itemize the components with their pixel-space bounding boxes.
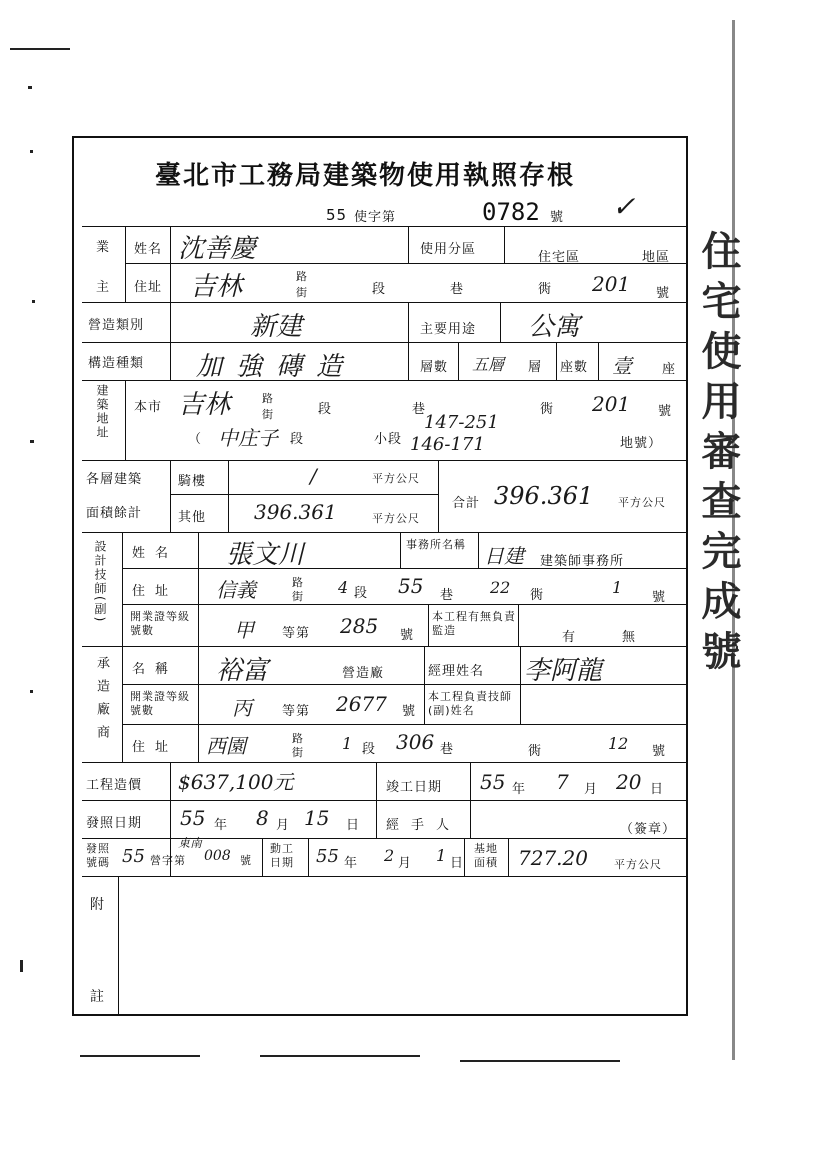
building-count-value: 壹 xyxy=(612,354,632,378)
issue-date-label: 發照日期 xyxy=(86,816,143,831)
scan-noise xyxy=(10,48,70,50)
site-city: 本市 xyxy=(134,400,163,415)
scan-noise xyxy=(20,960,23,972)
contractor-license-label: 開業證等級號數 xyxy=(130,690,190,717)
owner-addr-label: 住址 xyxy=(134,280,163,295)
check-mark: ✓ xyxy=(612,190,636,223)
designer-license-no: 285 xyxy=(340,614,379,638)
permit-number: 0782 xyxy=(482,198,540,226)
designer-license-grade: 甲 xyxy=(234,618,254,642)
designer-name-value: 張文川 xyxy=(226,540,305,570)
contractor-name-value: 裕富 xyxy=(216,656,269,686)
area-label-2: 面積餘計 xyxy=(86,506,143,521)
lot-number-2: 146-171 xyxy=(410,434,485,455)
other-area-label: 其他 xyxy=(178,510,207,525)
construction-type-label: 營造類別 xyxy=(88,318,145,333)
contractor-license-grade: 丙 xyxy=(232,696,252,720)
tech-label: 本工程負責技師(副)姓名 xyxy=(428,690,512,717)
permit-word: 使字第 xyxy=(354,210,397,225)
side-stamp: 住宅使用審查完成號 xyxy=(695,230,742,680)
designer-license-label: 開業證等級號數 xyxy=(130,610,190,637)
scan-noise xyxy=(30,690,33,693)
total-area-label: 合計 xyxy=(452,496,481,511)
scan-noise xyxy=(28,86,32,89)
total-area-value: 396.361 xyxy=(494,482,594,510)
designer-name-label: 姓名 xyxy=(132,546,179,561)
permit-no-label: 發照號碼 xyxy=(86,842,110,869)
building-count-label: 座數 xyxy=(560,360,589,375)
permit-form xyxy=(72,136,688,1016)
site-no: 201 xyxy=(592,392,631,416)
owner-label-b: 主 xyxy=(96,280,111,295)
sign-label: （簽章） xyxy=(620,822,677,837)
main-use-label: 主要用途 xyxy=(420,322,477,337)
handler-label: 經手人 xyxy=(386,818,462,833)
permit-prefix: 55 xyxy=(326,206,348,224)
zone-suffix: 地區 xyxy=(642,250,671,265)
cost-value: $637,100元 xyxy=(178,770,294,794)
scan-noise xyxy=(32,300,35,303)
structure-value: 加強磚造 xyxy=(196,352,357,382)
designer-addr-label: 住址 xyxy=(132,584,179,599)
land-section: 中庄子 xyxy=(218,426,278,450)
scan-noise xyxy=(30,150,33,153)
supervisor-label: 本工程有無負責監造 xyxy=(432,610,516,637)
owner-name-label: 姓名 xyxy=(134,242,163,257)
office-label: 事務所名稱 xyxy=(406,538,466,551)
start-date-label: 動工日期 xyxy=(270,842,294,869)
sub-section-label: 小段 xyxy=(374,432,403,447)
ground-floor-value: / xyxy=(310,464,317,488)
document-title: 臺北市工務局建築物使用執照存根 xyxy=(155,161,576,191)
construction-type-value: 新建 xyxy=(250,312,303,342)
ground-floor-label: 騎樓 xyxy=(178,474,207,489)
scan-noise xyxy=(30,440,34,443)
zone-value: 住宅區 xyxy=(538,250,581,265)
notes-label-2: 註 xyxy=(90,989,105,1005)
lot-number-1: 147-251 xyxy=(424,412,499,433)
zone-label: 使用分區 xyxy=(420,242,477,257)
contractor-addr-road: 西園 xyxy=(206,734,246,758)
other-area-value: 396.361 xyxy=(254,500,337,524)
permit-hao: 號 xyxy=(550,210,565,225)
contractor-license-no: 2677 xyxy=(336,692,387,716)
notes-label-1: 附 xyxy=(90,897,105,913)
owner-addr-road: 吉林 xyxy=(190,272,243,302)
contractor-name-label: 名稱 xyxy=(132,662,179,677)
office-value: 日建 xyxy=(484,544,524,568)
base-area-value: 727.20 xyxy=(518,846,588,870)
designer-addr-road: 信義 xyxy=(216,578,256,602)
floors-value: 五層 xyxy=(472,355,505,374)
manager-value: 李阿龍 xyxy=(524,656,603,686)
contractor-section: 承造廠商 xyxy=(94,656,109,748)
designer-section: 設計技師(副) xyxy=(93,540,107,624)
site-road: 吉林 xyxy=(178,390,231,420)
permit-word-note: 東南 xyxy=(178,836,203,850)
scan-noise xyxy=(80,1055,200,1057)
site-label: 建築地址 xyxy=(95,384,109,440)
manager-label: 經理姓名 xyxy=(428,664,485,679)
owner-label-a: 業 xyxy=(96,240,111,255)
cost-label: 工程造價 xyxy=(86,778,143,793)
owner-name-value: 沈善慶 xyxy=(178,234,257,264)
base-area-label: 基地面積 xyxy=(474,842,498,869)
structure-label: 構造種類 xyxy=(88,356,145,371)
main-use-value: 公寓 xyxy=(528,312,581,342)
scan-noise xyxy=(260,1055,420,1057)
floors-label: 層數 xyxy=(420,360,449,375)
owner-addr-no: 201 xyxy=(592,272,631,296)
area-label-1: 各層建築 xyxy=(86,472,143,487)
completion-date-label: 竣工日期 xyxy=(386,780,443,795)
contractor-addr-label: 住址 xyxy=(132,740,179,755)
scan-noise xyxy=(460,1060,620,1062)
